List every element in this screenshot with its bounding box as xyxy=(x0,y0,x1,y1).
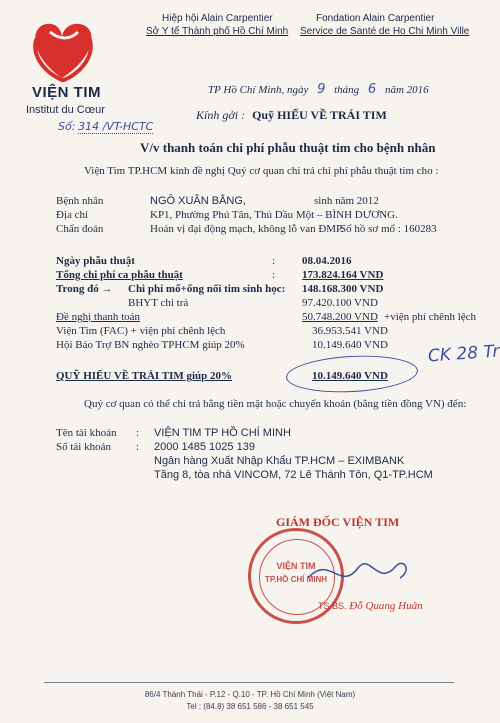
surgery-date-label: Ngày phẫu thuật xyxy=(56,255,135,267)
reference-value: 314 /VT-HCTC xyxy=(78,120,154,133)
within-value: 148.168.300 VND xyxy=(302,283,384,295)
date-prefix: TP Hồ Chí Minh, ngày xyxy=(208,84,309,96)
signer-full-name: Đỗ Quang Huân xyxy=(349,600,423,612)
header-center-line1: Hiệp hội Alain Carpentier xyxy=(162,13,273,24)
heart-hands-logo-icon xyxy=(14,10,124,88)
footer-phone: Tel : (84.8) 38 651 586 - 38 651 545 xyxy=(186,702,314,711)
colon: : xyxy=(136,427,140,439)
date-month: 6 xyxy=(367,82,377,97)
account-no-value: 2000 1485 1025 139 xyxy=(154,441,255,453)
subject: V/v thanh toán chi phí phẫu thuật tim cho bệnh nhân xyxy=(140,140,436,155)
header-right-line1: Fondation Alain Carpentier xyxy=(316,13,435,24)
stamp-center-line1: VIỆN TIM xyxy=(276,561,316,571)
logo xyxy=(14,10,124,120)
header-right-line2: Service de Santé de Ho Chi Minh Ville xyxy=(300,26,470,37)
within-item: Chi phí mổ+ống nối tim sinh học: xyxy=(128,283,286,295)
payment-intro: Quý cơ quan có thể chi trả bằng tiền mặt hoặc chuyển khoản (bằng tiền đồng VN) đến: xyxy=(84,398,467,410)
reference-label: Số: xyxy=(58,120,76,133)
reference-number xyxy=(58,120,153,133)
patient-record: Số hồ sơ mổ : 160283 xyxy=(340,223,437,235)
patient-address-value: KP1, Phường Phú Tân, Thủ Dầu Một – BÌNH DƯƠNG. xyxy=(150,209,398,221)
date-year: năm 2016 xyxy=(384,84,429,96)
total-cost-value: 173.824.164 VND xyxy=(302,269,384,281)
logo-subtitle: Institut du Cœur xyxy=(26,104,105,116)
handwritten-note: CK 28 Tr xyxy=(427,341,500,367)
date-month-label: tháng xyxy=(334,84,360,96)
fac-value: 36.953.541 VND xyxy=(312,325,388,337)
fac-label: Viện Tim (FAC) + viện phí chênh lệch xyxy=(56,325,226,337)
signature-scribble-icon xyxy=(300,548,420,598)
stamp-center-line2: TP.HỒ CHÍ MINH xyxy=(264,575,328,584)
patient-address-label: Địa chỉ xyxy=(56,209,89,221)
patient-diagnosis-value: Hoán vị đại động mạch, không lỗ van ĐMP. xyxy=(150,223,344,235)
surgery-date-value: 08.04.2016 xyxy=(302,255,352,267)
footer-divider xyxy=(44,682,454,683)
colon: : xyxy=(272,255,276,267)
fund-label: QUỸ HIẾU VỀ TRÁI TIM giúp 20% xyxy=(56,370,233,382)
patient-name-label: Bệnh nhân xyxy=(56,195,104,207)
header-center xyxy=(146,12,288,38)
account-no-label: Số tài khoản xyxy=(56,441,111,453)
header-right xyxy=(300,12,469,38)
date-line xyxy=(208,82,429,97)
bhyt-value: 97.420.100 VND xyxy=(302,297,378,309)
account-name-value: VIỆN TIM TP HỒ CHÍ MINH xyxy=(154,427,291,439)
fund-value: 10.149.640 VND xyxy=(312,370,388,382)
bank-line2: Tầng 8, tòa nhà VINCOM, 72 Lê Thánh Tôn, Q1-TP.HCM xyxy=(154,469,433,481)
hoi-label: Hội Bảo Trợ BN nghèo TPHCM giúp 20% xyxy=(56,339,245,351)
intro-text: Viện Tim TP.HCM kính đề nghị Quý cơ quan chi trả chi phí phẫu thuật tim cho : xyxy=(84,165,439,177)
bhyt-label: BHYT chi trả xyxy=(128,297,189,309)
account-name-label: Tên tài khoản xyxy=(56,427,117,439)
recipient-line xyxy=(196,108,387,123)
total-cost-label: Tổng chi phí ca phẫu thuật xyxy=(56,269,183,281)
request-value: 50.748.200 VND xyxy=(302,311,378,323)
colon: : xyxy=(272,269,276,281)
bank-line1: Ngân hàng Xuất Nhập Khẩu TP.HCM – EXIMBANK xyxy=(154,455,405,467)
header-center-line2: Sở Y tế Thành phố Hồ Chí Minh xyxy=(146,26,289,37)
logo-text: VIỆN TIM xyxy=(32,84,102,101)
date-day: 9 xyxy=(317,82,326,97)
within-label: Trong đó → xyxy=(56,283,113,295)
signer-name xyxy=(318,600,423,612)
colon: : xyxy=(136,441,140,453)
patient-name-value: NGÔ XUÂN BẰNG, xyxy=(150,195,246,207)
signer-prefix: TS.BS. xyxy=(318,601,347,611)
request-extra: +viện phí chênh lệch xyxy=(384,311,477,323)
recipient-name: Quỹ HIẾU VỀ TRÁI TIM xyxy=(252,108,387,122)
hoi-value: 10.149.640 VND xyxy=(312,339,388,351)
patient-diagnosis-label: Chẩn đoán xyxy=(56,223,104,235)
recipient-label: Kính gởi : xyxy=(196,108,246,122)
signature-title: GIÁM ĐỐC VIỆN TIM xyxy=(276,515,400,529)
footer-address: 86/4 Thành Thái - P.12 - Q.10 - TP. Hồ Chí Minh (Việt Nam) xyxy=(144,690,356,699)
patient-birth: sinh năm 2012 xyxy=(314,195,379,207)
request-label: Đề nghị thanh toán xyxy=(56,311,141,323)
